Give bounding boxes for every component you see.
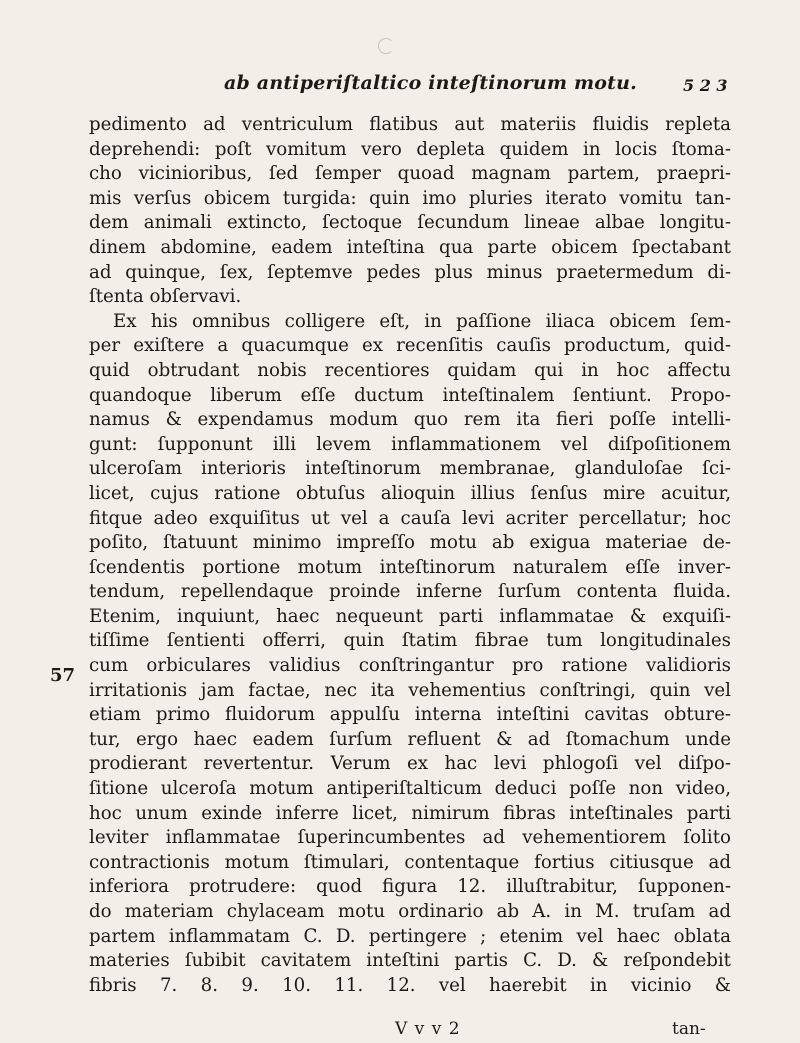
text-line: mis verſus obicem turgida: quin imo pluries iterato vomitu tan-: [89, 187, 731, 209]
text-line: do materiam chylaceam motu ordinario ab A. in M. truſam ad: [89, 901, 731, 922]
text-line: leviter inflammatae ſuperincumbentes ad vehementiorem ſolito: [89, 827, 731, 849]
text-line: namus & expendamus modum quo rem ita fieri poſſe intelli-: [89, 409, 731, 431]
text-line: poſito, ſtatuunt minimo impreſſo motu ab exigua materiae de-: [89, 532, 731, 554]
text-line: fibris 7. 8. 9. 10. 11. 12. vel haerebit in vicinio &: [89, 974, 731, 996]
marginal-section-number: 57: [50, 665, 76, 686]
ink-mark: [378, 38, 394, 54]
text-line: cum orbiculares validius conſtringantur pro ratione validioris: [89, 655, 731, 677]
text-line: Etenim, inquiunt, haec nequeunt parti inflammatae & exquiſi-: [89, 605, 731, 627]
text-line: partem inflammatam C. D. pertingere ; etenim vel haec oblata: [89, 925, 731, 947]
page-number: 5 2 3: [683, 76, 728, 95]
catchword: tan-: [672, 1019, 706, 1039]
text-line: Ex his omnibus colligere eſt, in paſſione iliaca obicem ſem-: [113, 310, 731, 332]
text-line: irritationis jam factae, nec ita vehementius conſtringi, quin vel: [89, 679, 731, 701]
text-line: tur, ergo haec eadem ſurſum refluent & ad ſtomachum unde: [89, 728, 731, 750]
text-line: dinem abdomine, eadem inteſtina qua parte obicem ſpectabant: [89, 236, 731, 258]
text-line: hoc unum exinde inferre licet, nimirum fibras inteſtinales parti: [89, 802, 731, 824]
text-line: contractionis motum ſtimulari, contentaque fortius citiusque ad: [89, 851, 731, 873]
signature-mark: V v v 2: [395, 1019, 461, 1039]
text-line: ſitione ulceroſa motum antiperiſtalticum deduci poſſe non video,: [89, 778, 731, 800]
text-line: ſtenta obſervavi.: [89, 286, 242, 308]
text-line: quandoque liberum eſſe ductum inteſtinalem ſentiunt. Propo-: [89, 384, 731, 406]
text-line: ulceroſam interioris inteſtinorum membranae, glanduloſae ſci-: [89, 458, 731, 480]
text-line: licet, cujus ratione obtuſus alioquin illius ſenſus mire acuitur,: [89, 482, 731, 504]
text-line: dem animali extincto, ſectoque ſecundum lineae albae longitu-: [89, 212, 731, 234]
running-header: [224, 72, 654, 94]
text-line: ad quinque, ſex, ſeptemve pedes plus minus praetermedum di-: [89, 261, 731, 283]
text-line: tendum, repellendaque proinde inferne ſurſum contenta fluida.: [89, 581, 731, 603]
text-line: fitque adeo exquiſitus ut vel a cauſa levi acriter percellatur; hoc: [89, 507, 731, 529]
text-line: gunt: ſupponunt illi levem inflammationem vel diſpoſitionem: [89, 433, 731, 455]
text-line: inferiora protrudere: quod figura 12. illuſtrabitur, ſupponen-: [89, 876, 731, 898]
text-line: pedimento ad ventriculum flatibus aut materiis fluidis repleta: [89, 114, 731, 135]
text-line: deprehendi: poſt vomitum vero depleta quidem in locis ſtoma-: [89, 138, 731, 160]
running-header-title: ab antiperiſtaltico inteſtinorum motu.: [224, 72, 637, 94]
body-text: [89, 113, 731, 998]
text-line: per exiſtere a quacumque ex recenſitis cauſis productum, quid-: [89, 335, 731, 357]
text-line: materies ſubibit cavitatem inteſtini partis C. D. & reſpondebit: [89, 950, 731, 972]
text-line: quid obtrudant nobis recentiores quidam qui in hoc affectu: [89, 359, 731, 381]
text-line: cho vicinioribus, ſed ſemper quoad magnam partem, praepri-: [89, 163, 731, 185]
text-line: ſcendentis portione motum inteſtinorum naturalem eſſe inver-: [89, 556, 731, 578]
text-line: tiſſime ſentienti offerri, quin ſtatim fibrae tum longitudinales: [89, 630, 731, 652]
text-line: prodierant revertentur. Verum ex hac levi phlogoſi vel diſpo-: [89, 753, 731, 775]
text-line: etiam primo fluidorum appulſu interna inteſtini cavitas obture-: [89, 704, 731, 726]
